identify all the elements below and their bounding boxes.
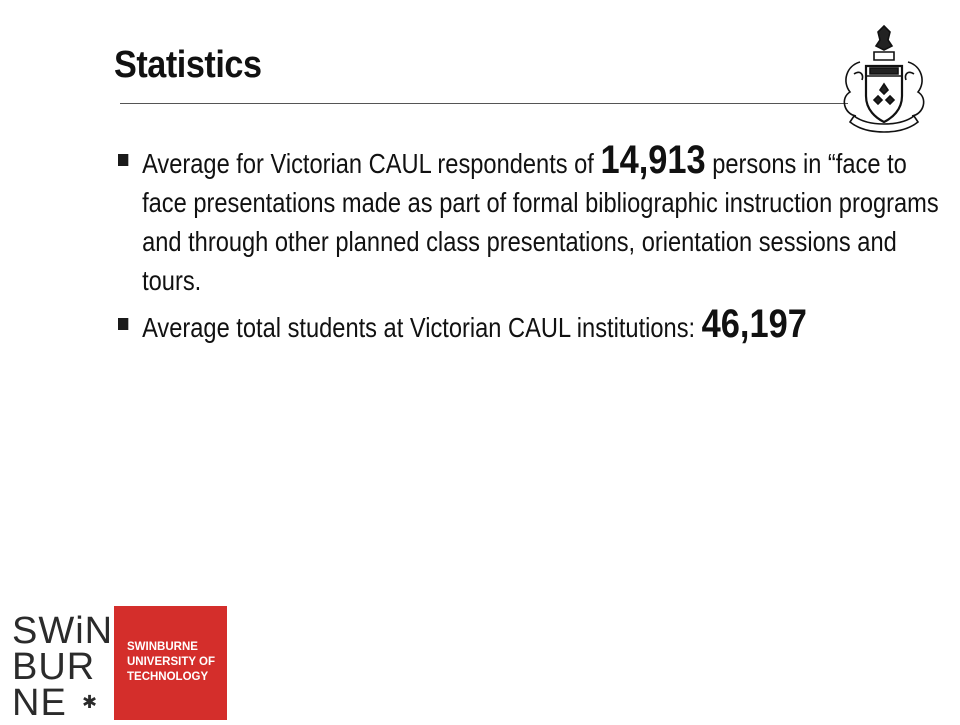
bullet-item-respondents: [118, 140, 950, 300]
university-name-line: TECHNOLOGY: [127, 671, 209, 683]
bullet-text: Average for Victorian CAUL respondents of: [142, 148, 601, 179]
wordmark-line: SWiN: [12, 610, 114, 652]
university-name-block: [114, 606, 227, 720]
coat-of-arms-icon: [840, 22, 928, 140]
bullet-text: Average total students at Victorian CAUL institutions:: [142, 312, 702, 344]
wordmark-line: BUR: [12, 646, 96, 688]
bullet-marker-icon: [118, 318, 128, 330]
wordmark-line: NE: [12, 682, 67, 724]
university-name-line: UNIVERSITY OF: [127, 656, 215, 668]
swinburne-wordmark: [0, 606, 114, 724]
slide-title: Statistics: [114, 44, 262, 86]
university-name-line: SWINBURNE: [127, 641, 198, 653]
bullet-text: persons in “face to face presentations made as part of formal bibliographic instruction programs and through other planned class presentations, orientation sessions and tours.: [142, 148, 939, 297]
bullet-item-students: [118, 304, 950, 347]
bullet-marker-icon: [118, 154, 128, 166]
bullet-list: [118, 140, 938, 347]
respondents-count: 14,913: [600, 138, 706, 182]
students-count: 46,197: [701, 302, 807, 347]
star-icon: ✱: [82, 692, 98, 712]
title-divider: [120, 103, 848, 104]
